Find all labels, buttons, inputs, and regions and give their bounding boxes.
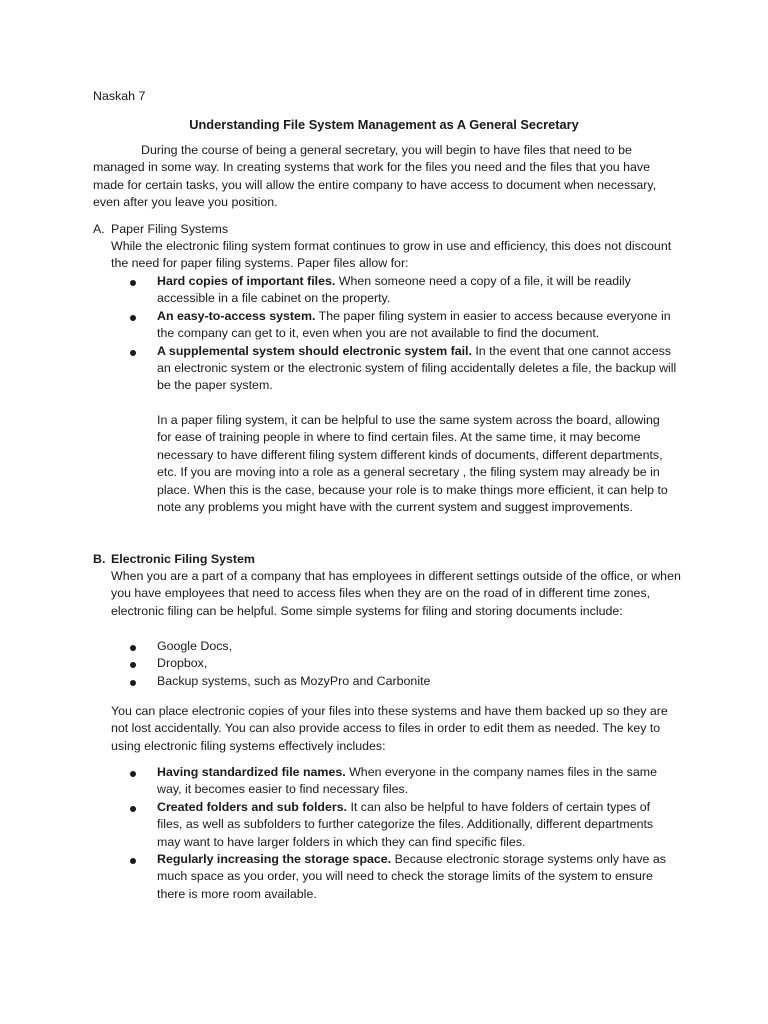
bullet-icon [130,806,136,812]
bullet-icon [130,680,136,686]
list-item-text: In the event that one cannot access an electronic system or the electronic system of filing accidentally deletes a file, the backup will be the paper system. [157,343,677,393]
list-item-text: When everyone in the company names files in the same way, it becomes easier to find necessary files. [157,765,657,797]
list-item-text: It can also be helpful to have folders of certain types of files, as well as subfolders to further categorize the files. Additionally, different departments may want to have larger folders in which they can find specific files. [157,799,654,849]
list-item [111,851,677,903]
bullet-icon [130,771,136,777]
bullet-icon [130,315,136,321]
bullet-icon [130,662,136,668]
list-item-text: When someone need a copy of a file, it will be readily accessible in a file cabinet on the property. [157,274,631,306]
list-item [111,343,677,395]
bullet-icon [130,645,136,651]
list-item-lead: An easy-to-access system. [157,308,316,323]
list-item-lead: Hard copies of important files. [157,274,336,288]
paper-benefits-list [111,273,677,395]
bullet-icon [130,350,136,356]
list-item [111,308,677,343]
list-item [111,273,677,308]
list-item-lead: Regularly increasing the storage space. [157,852,392,867]
list-item [111,764,677,799]
intro-paragraph [93,142,673,212]
bullet-icon [130,858,136,864]
section-b-middle: You can place electronic copies of your files into these systems and have them backed up so they are not lost accidentally. You can also provide access to files in order to edit them as needed. The key to using electronic filing systems effectively includes: [111,704,668,753]
electronic-systems-list [111,638,677,690]
section-b-letter: B. [93,552,106,566]
intro-text: During the course of being a general secretary, you will begin to have files that need to be managed in some way. In creating systems that work for the files you need and the files that you have made for certain tasks, you will allow the entire company to have access to document when necessary, even after you leave you position. [93,143,657,210]
list-item-text: Because electronic storage systems only have as much space as you order, you will need to check the storage limits of the system to ensure there is more room available. [157,852,666,901]
list-item-lead: A supplemental system should electronic system fail. [157,343,472,358]
list-item [111,638,677,655]
section-b-intro: When you are a part of a company that has employees in different settings outside of the office, or when you have employees that need to access files when they are on the road of in different time zones, electronic filing can be helpful. Some simple systems for filing and storing documents include: [111,569,681,618]
list-item-text: Google Docs, [157,639,233,653]
section-a-letter: A. [93,222,105,236]
list-item-lead: Having standardized file names. [157,765,346,779]
document-title: Understanding File System Management as A General Secretary [189,117,579,132]
list-item-lead: Created folders and sub folders. [157,799,348,814]
list-item-text: Backup systems, such as MozyPro and Carbonite [157,673,431,688]
section-a-intro: While the electronic filing system format continues to grow in use and efficiency, this does not discount the need for paper filing systems. Paper files allow for: [111,239,672,271]
list-item [111,799,677,851]
list-item [111,673,677,690]
list-item [111,655,677,672]
list-item-text: Dropbox, [157,656,208,671]
section-a-title: Paper Filing Systems [111,222,229,236]
list-item-text: The paper filing system in easier to access because everyone in the company can get to it, even when you are not available to find the document. [157,308,671,341]
document-label: Naskah 7 [93,89,146,103]
bullet-icon [130,280,136,286]
key-practices-list [111,764,677,903]
section-a-heading [93,221,673,238]
section-a-closing: In a paper filing system, it can be helpful to use the same system across the board, allowing for ease of training people in where to find certain files. At the same time, it may become necessary to have different filing system different kinds of documents, different departments, etc. If you are moving into a role as a general secretary , the filing system may already be in place. When this is the case, because your role is to make things more efficient, it can help to note any problems you might have with the current system and suggest improvements. [157,413,668,515]
section-b-title: Electronic Filing System [111,552,255,566]
section-b-heading [93,551,673,568]
